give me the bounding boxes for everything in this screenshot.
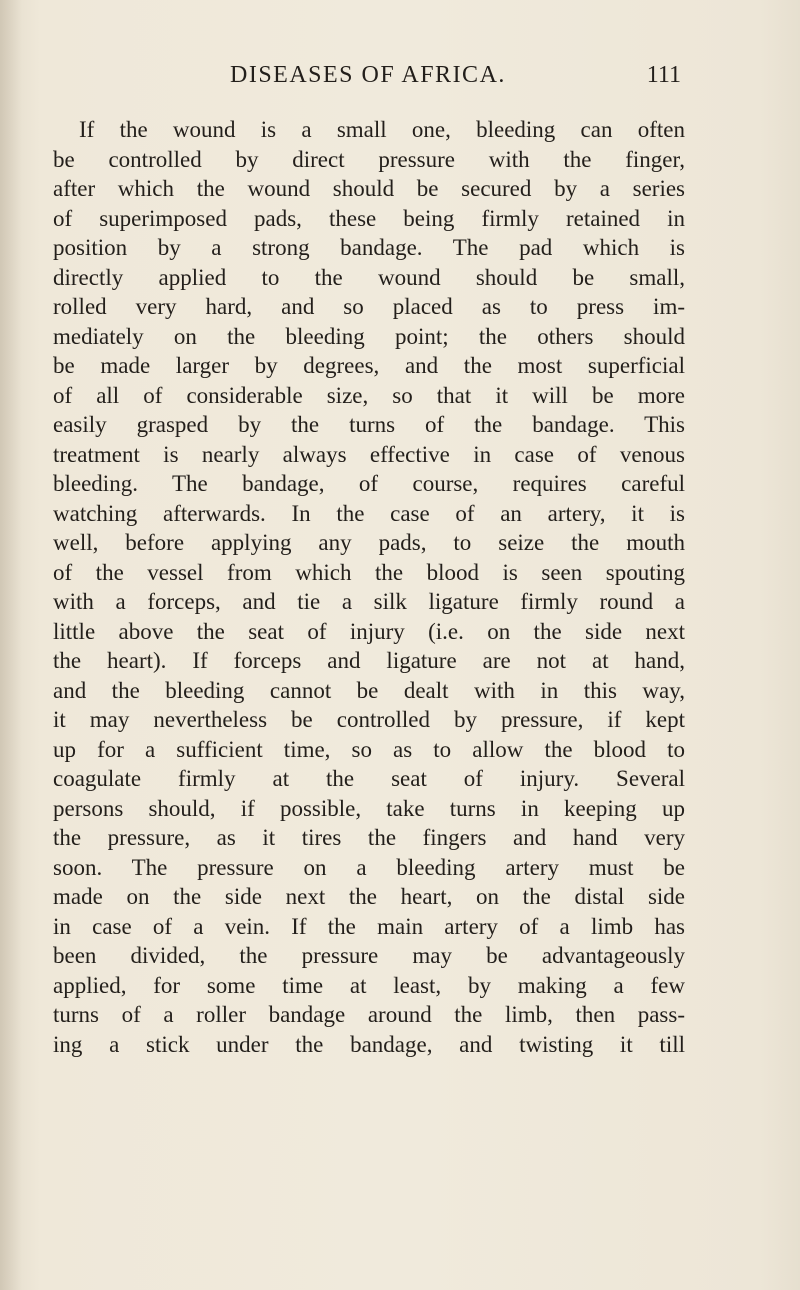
page-header	[0, 62, 800, 98]
text-line: after which the wound should be secured by a series	[53, 176, 685, 201]
text-line: treatment is nearly always effective in case of venous	[53, 441, 685, 467]
text-line: of all of considerable size, so that it will be more	[53, 382, 685, 408]
text-line: of superimposed pads, these being firmly retained in	[53, 205, 685, 231]
text-line: the pressure, as it tires the fingers and hand very	[53, 825, 685, 850]
gutter-shadow	[0, 0, 22, 1290]
text-line: watching afterwards. In the case of an artery, it is	[53, 500, 685, 526]
text-line: soon. The pressure on a bleeding artery must be	[53, 854, 685, 880]
text-line: position by a strong bandage. The pad which is	[53, 235, 685, 260]
text-line: If the wound is a small one, bleeding can often	[79, 117, 685, 142]
running-head: DISEASES OF AFRICA.	[230, 62, 506, 88]
text-line: in case of a vein. If the main artery of a limb has	[53, 913, 685, 939]
text-line: it may nevertheless be controlled by pressure, if kept	[53, 707, 685, 732]
text-line: be controlled by direct pressure with the finger,	[53, 146, 685, 172]
text-line: been divided, the pressure may be advantageously	[53, 943, 685, 968]
text-line: of the vessel from which the blood is seen spouting	[53, 559, 685, 585]
text-line: persons should, if possible, take turns in keeping up	[53, 795, 685, 821]
text-line: be made larger by degrees, and the most superficial	[53, 353, 685, 378]
text-line: rolled very hard, and so placed as to press im-	[53, 294, 685, 319]
body-paragraph	[53, 115, 685, 1059]
text-line: turns of a roller bandage around the limb, then pass-	[53, 1002, 685, 1027]
text-line: up for a sufficient time, so as to allow the blood to	[53, 736, 685, 762]
text-line: little above the seat of injury (i.e. on the side next	[53, 618, 685, 644]
text-line: bleeding. The bandage, of course, requires careful	[53, 471, 685, 496]
text-line: easily grasped by the turns of the bandage. This	[53, 412, 685, 437]
text-line: directly applied to the wound should be small,	[53, 264, 685, 290]
text-line: mediately on the bleeding point; the others should	[53, 323, 685, 349]
text-line: applied, for some time at least, by making a few	[53, 972, 685, 998]
text-line: well, before applying any pads, to seize the mouth	[53, 530, 685, 555]
text-line: and the bleeding cannot be dealt with in this way,	[53, 677, 685, 703]
page-number: 111	[646, 62, 681, 88]
text-line: ing a stick under the bandage, and twisting it till	[53, 1031, 685, 1057]
text-line: coagulate firmly at the seat of injury. Several	[53, 766, 685, 791]
text-line: the heart). If forceps and ligature are not at hand,	[53, 648, 685, 673]
text-line: made on the side next the heart, on the distal side	[53, 884, 685, 909]
text-line: with a forceps, and tie a silk ligature firmly round a	[53, 589, 685, 614]
